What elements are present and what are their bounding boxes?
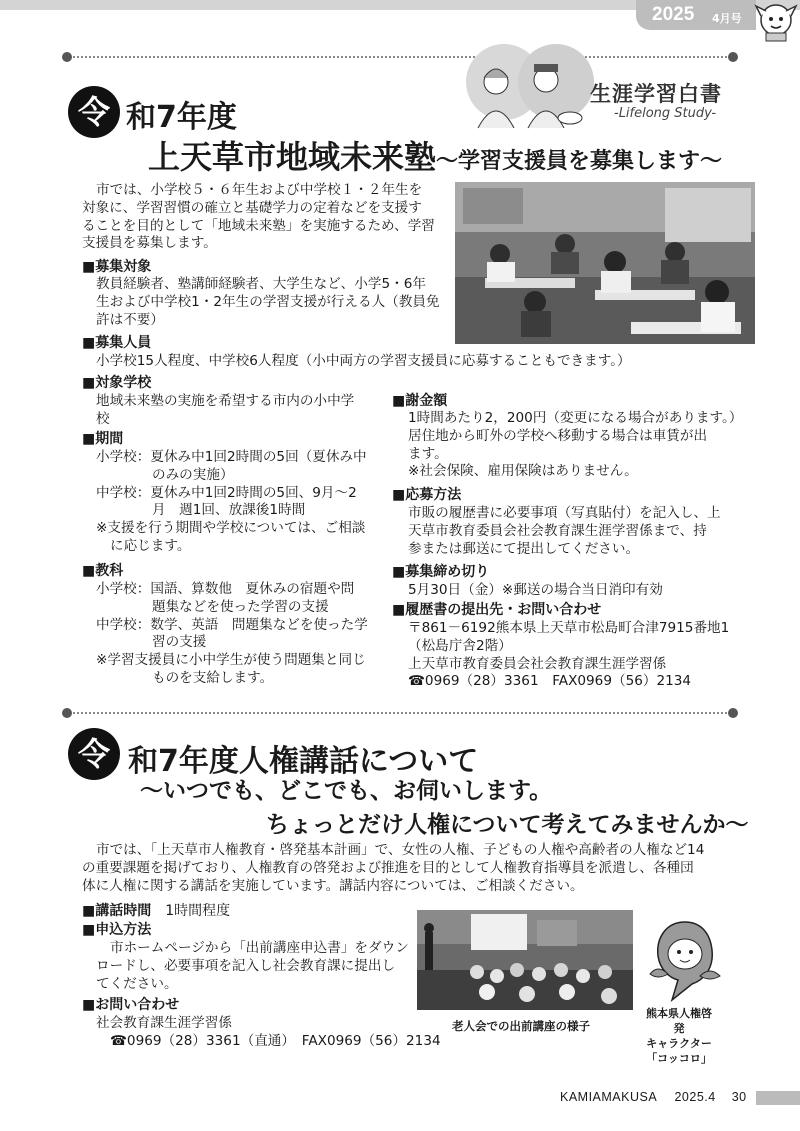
footer-magazine: KAMIAMAKUSA [560, 1090, 657, 1104]
seniors-illustration-icon [462, 38, 597, 136]
footer-issue: 2025.4 [674, 1090, 716, 1104]
count-heading: ■募集人員 [82, 335, 152, 351]
deadline-text: 5月30日（金）※郵送の場合当日消印有効 [408, 582, 663, 598]
apply-heading: ■応募方法 [392, 487, 462, 503]
lecture-time-heading: ■講話時間 1時間程度 [82, 903, 231, 919]
lecture-contact-heading: ■お問い合わせ [82, 997, 180, 1013]
article2-title: 和7年度人権講話について [128, 744, 479, 779]
article1-intro: 市では、小学校５・６年生および中学校１・２年生を 対象に、学習習慣の確立と基礎学力の定着などを支援す ることを目的として「地域未来塾」を実施するため、学習 支援員を募集します。 [82, 182, 435, 252]
issue-month: 4月号 [712, 12, 742, 25]
section-divider [66, 56, 734, 58]
lecture-apply-text: 市ホームページから「出前講座申込書」をダウン ロードし、必要事項を記入し社会教育課に提出し てください。 [96, 940, 409, 992]
corner-title: 生涯学習白書 [590, 82, 722, 106]
period-heading: ■期間 [82, 431, 124, 447]
lecture-apply-heading: ■申込方法 [82, 922, 152, 938]
target-heading: ■募集対象 [82, 259, 152, 275]
period-text: 小学校：夏休み中1回2時間の5回（夏休み中 のみの実施） 中学校：夏休み中1回2時間の5回、9月～2 月 週1回、放課後1時間 ※支援を行う期間や学校については、ご相談 に応じます。 [96, 449, 367, 554]
count-text: 小学校15人程度、中学校6人程度（小中両方の学習支援員に応募することもできます。） [96, 353, 631, 369]
contact-text: 〒861－6192熊本県上天草市松島町合津7915番地1 （松島庁舎2階） 上天草市教育委員会社会教育課生涯学習係 ☎0969（28）3361 FAX0969（56）2134 [408, 620, 730, 690]
school-text: 地域未来塾の実施を希望する市内の小中学 校 [96, 393, 355, 427]
rei-badge: 令 [68, 86, 120, 138]
footer [560, 1090, 747, 1104]
issue-year: 2025 [652, 4, 695, 25]
article1-title [148, 132, 722, 178]
character-caption: 熊本県人権啓発 キャラクター 「コッコロ」 [646, 1007, 712, 1065]
corner-subtitle: -Lifelong Study- [614, 106, 717, 121]
footer-bar [756, 1091, 800, 1105]
kokkoro-character-icon [648, 918, 722, 1004]
apply-text: 市販の履歴書に必要事項（写真貼付）を記入し、上 天草市教育委員会社会教育課生涯学習係まで、持 参または郵送にて提出してください。 [408, 505, 721, 557]
article1-title-main: 上天草市地域未来塾 [148, 138, 437, 176]
subject-heading: ■教科 [82, 563, 124, 579]
target-text: 教員経験者、塾講師経験者、大学生など、小学5・6年 生および中学校1・2年生の学習支援が行える人（教員免 許は不要） [96, 276, 440, 328]
footer-page-number: 30 [731, 1090, 747, 1104]
classroom-photo [455, 182, 755, 344]
article2-subtitle-1: ～いつでも、どこでも、お伺いします。 [140, 778, 553, 804]
lecture-contact-text: 社会教育課生涯学習係 ☎0969（28）3361（直通） FAX0969（56）2134 [96, 1015, 441, 1049]
subject-text: 小学校：国語、算数他 夏休みの宿題や問 題集などを使った学習の支援 中学校：数学、英語 問題集などを使った学 習の支援 ※学習支援員に小中学生が使う問題集と同じ ものを支給します。 [96, 581, 368, 686]
article1-title-year: 和7年度 [126, 100, 237, 135]
rei-badge: 令 [68, 728, 120, 780]
lecture-photo [417, 910, 633, 1010]
school-heading: ■対象学校 [82, 375, 152, 391]
article2-intro: 市では、「上天草市人権教育・啓発基本計画」で、女性の人権、子どもの人権や高齢者の人権など14 の重要課題を掲げており、人権教育の啓発および推進を目的として人権教育指導員を派遣し、各種団 体に人権に関する講話を実施しています。講話内容については、ご相談ください。 [82, 842, 705, 894]
contact-heading: ■履歴書の提出先・お問い合わせ [392, 602, 602, 618]
article2-subtitle-2: ちょっとだけ人権について考えてみませんか～ [266, 812, 749, 838]
mascot-icon [752, 0, 800, 42]
fee-heading: ■謝金額 [392, 393, 448, 409]
article1-title-tail: ～学習支援員を募集します～ [436, 149, 723, 174]
deadline-heading: ■募集締め切り [392, 564, 490, 580]
fee-text: 1時間あたり2，200円（変更になる場合があります。） 居住地から町外の学校へ移動する場合は車賃が出 ます。 ※社会保険、雇用保険はありません。 [408, 410, 743, 480]
lecture-photo-caption: 老人会での出前講座の様子 [452, 1019, 590, 1033]
section-divider [66, 712, 734, 714]
